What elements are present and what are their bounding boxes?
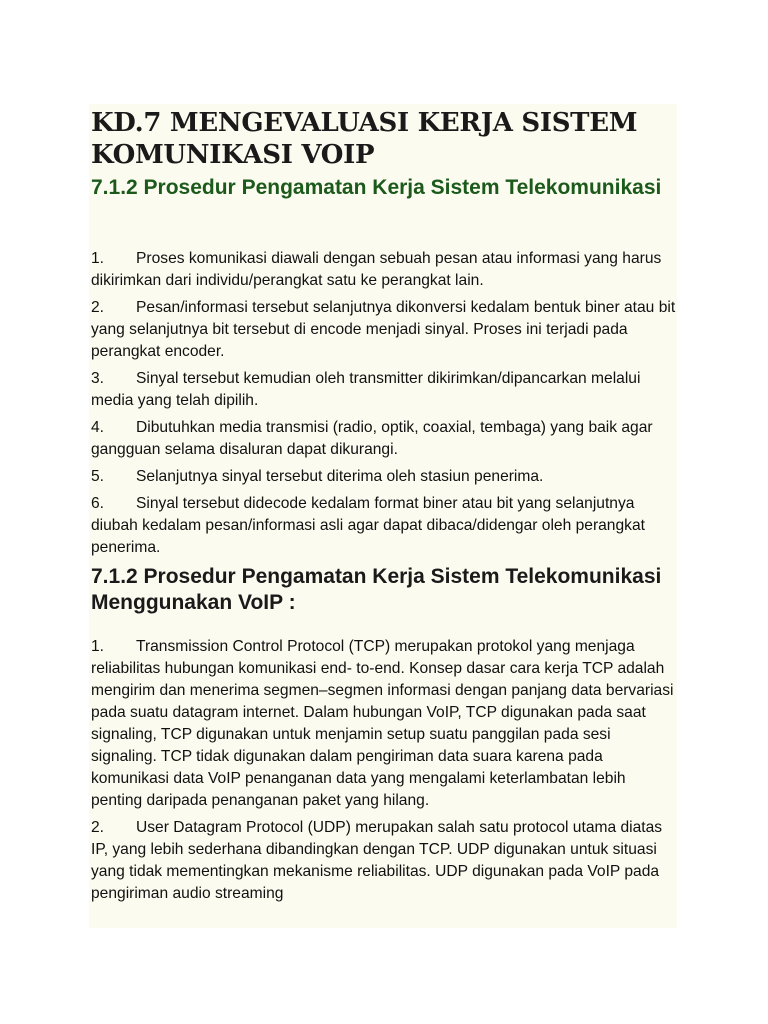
list-item-number: 1. <box>91 250 105 267</box>
list-item-text: Sinyal tersebut kemudian oleh transmitter dikirimkan/dipancarkan melalui media yang telah dipilih. <box>91 370 641 409</box>
list-item-text: Dibutuhkan media transmisi (radio, optik, coaxial, tembaga) yang baik agar gangguan selama disaluran dapat dikurangi. <box>91 419 653 458</box>
list-item <box>91 368 677 412</box>
list-item-number: 6. <box>91 495 105 512</box>
list-item <box>91 493 677 559</box>
list-item-text: Transmission Control Protocol (TCP) merupakan protokol yang menjaga reliabilitas hubungan komunikasi end- to-end. Konsep dasar cara kerja TCP adalah mengirim dan menerima segmen–segmen informasi dengan panjang data bervariasi pada suatu datagram internet. Dalam hubungan VoIP, TCP digunakan pada saat signaling, TCP digunakan untuk menjamin setup suatu panggilan pada sesi signaling. TCP tidak digunakan dalam pengiriman data suara karena pada komunikasi data VoIP penanganan data yang mengalami keterlambatan lebih penting daripada penanganan paket yang hilang. <box>91 638 674 809</box>
list-item-number: 4. <box>91 419 105 436</box>
list-item-text: User Datagram Protocol (UDP) merupakan salah satu protocol utama diatas IP, yang lebih sederhana dibandingkan dengan TCP. UDP digunakan untuk situasi yang tidak mementingkan mekanisme reliabilitas. UDP digunakan pada VoIP pada pengiriman audio streaming <box>91 819 663 902</box>
list-item-text: Pesan/informasi tersebut selanjutnya dikonversi kedalam bentuk biner atau bit yang selanjutnya bit tersebut di encode menjadi sinyal. Proses ini terjadi pada perangkat encoder. <box>91 299 676 360</box>
spacer <box>91 616 677 636</box>
list-item-text: Sinyal tersebut didecode kedalam format biner atau bit yang selanjutnya diubah kedalam pesan/informasi asli agar dapat dibaca/didengar oleh perangkat penerima. <box>91 495 645 556</box>
list-item-text: Selanjutnya sinyal tersebut diterima oleh stasiun penerima. <box>136 468 544 485</box>
section-2-list <box>91 636 677 905</box>
list-item-number: 1. <box>91 638 105 655</box>
list-item <box>91 817 677 905</box>
list-item <box>91 417 677 461</box>
list-item <box>91 248 677 292</box>
section-1-heading: 7.1.2 Prosedur Pengamatan Kerja Sistem Telekomunikasi <box>91 176 662 199</box>
list-item-number: 2. <box>91 819 105 836</box>
document-page <box>89 104 677 928</box>
section-2-heading: 7.1.2 Prosedur Pengamatan Kerja Sistem Telekomunikasi Menggunakan VoIP : <box>91 565 662 614</box>
document-title: KD.7 MENGEVALUASI KERJA SISTEM KOMUNIKASI VOIP <box>91 108 638 170</box>
list-item <box>91 297 677 363</box>
spacer <box>91 201 677 248</box>
list-item-text: Proses komunikasi diawali dengan sebuah pesan atau informasi yang harus dikirimkan dari individu/perangkat satu ke perangkat lain. <box>91 250 662 289</box>
section-1-list <box>91 248 677 559</box>
list-item <box>91 466 677 488</box>
list-item-number: 5. <box>91 468 105 485</box>
list-item-number: 2. <box>91 299 105 316</box>
list-item <box>91 636 677 812</box>
list-item-number: 3. <box>91 370 105 387</box>
